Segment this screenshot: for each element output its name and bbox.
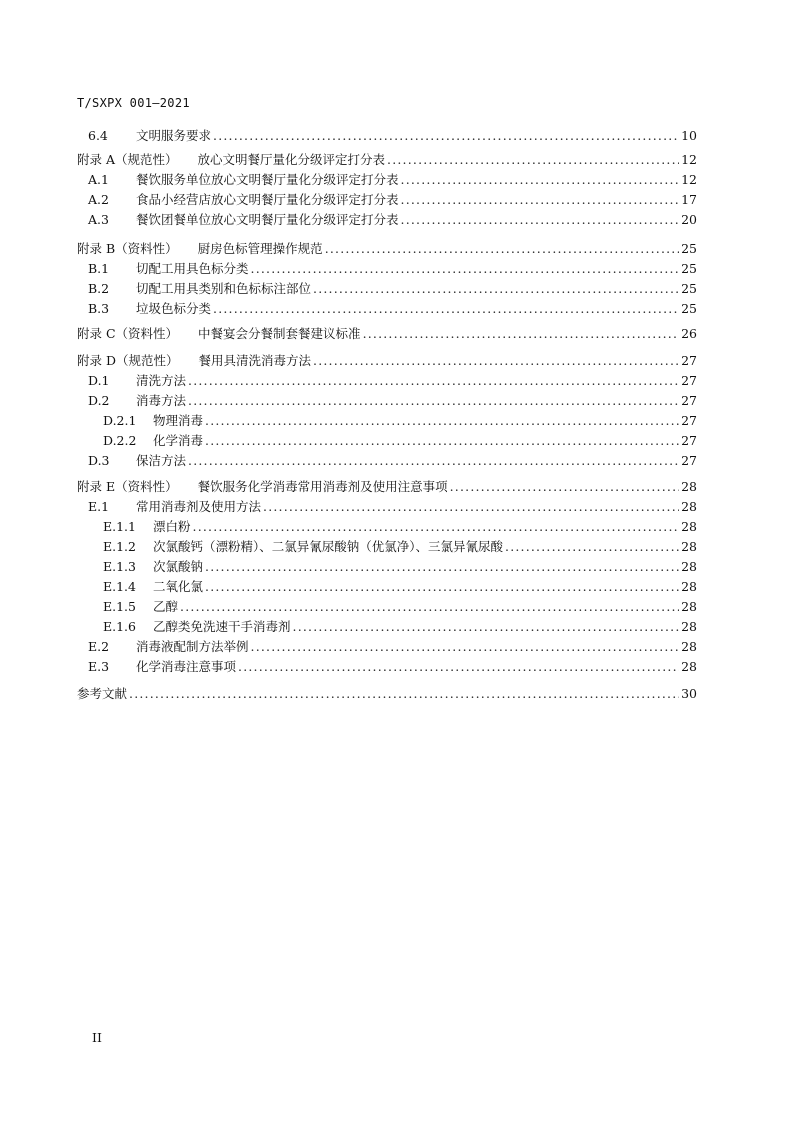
toc-entry[interactable] [77,352,697,370]
toc-entry-title: 切配工用具色标分类 [136,261,249,276]
toc-leader-dots [205,412,679,430]
toc-entry-page: 28 [681,519,697,534]
toc-entry-title: 次氯酸钙（漂粉精）、二氯异氰尿酸钠（优氯净）、三氯异氰尿酸 [153,539,504,554]
toc-entry-title: 化学消毒注意事项 [136,659,237,674]
toc-entry[interactable] [88,498,697,516]
toc-entry[interactable] [103,578,697,596]
toc-entry-page: 27 [681,433,697,448]
toc-leader-dots [263,498,679,516]
toc-entry[interactable] [88,171,697,189]
toc-leader-dots [313,280,679,298]
toc-entry-number: A.2 [88,192,109,207]
toc-entry-title: 漂白粉 [153,519,191,534]
toc-entry-page: 26 [681,326,697,341]
toc-leader-dots [188,392,679,410]
toc-entry-number: E.1.6 [103,619,136,634]
toc-entry-page: 27 [681,453,697,468]
toc-entry-page: 25 [681,301,697,316]
toc-entry[interactable] [88,127,697,145]
toc-entry-number: D.1 [88,373,110,388]
toc-entry-title: 食品小经营店放心文明餐厅量化分级评定打分表 [136,192,399,207]
toc-entry-number: 附录 E（资料性） [77,479,178,494]
toc-entry[interactable] [88,280,697,298]
toc-leader-dots [251,260,680,278]
toc-entry-number: E.2 [88,639,110,654]
toc-entry-page: 25 [681,281,697,296]
toc-entry-page: 27 [681,373,697,388]
toc-entry[interactable] [88,300,697,318]
toc-entry-number: 6.4 [88,128,108,143]
toc-leader-dots [180,598,679,616]
toc-entry-title: 二氧化氯 [153,579,204,594]
toc-entry-title: 消毒液配制方法举例 [136,639,249,654]
toc-entry-title: 参考文献 [77,686,128,701]
toc-entry-title: 清洗方法 [136,373,187,388]
toc-entry-page: 28 [681,639,697,654]
toc-entry-title: 中餐宴会分餐制套餐建议标准 [198,326,361,341]
toc-entry-title: 餐饮团餐单位放心文明餐厅量化分级评定打分表 [136,212,399,227]
toc-entry-page: 28 [681,619,697,634]
toc-leader-dots [205,578,679,596]
toc-entry-number: E.1.4 [103,579,136,594]
toc-entry-page: 28 [681,479,697,494]
toc-entry-number: 附录 C（资料性） [77,326,179,341]
toc-entry-title: 厨房色标管理操作规范 [197,241,323,256]
toc-leader-dots [293,618,680,636]
toc-entry[interactable] [77,151,697,169]
toc-entry-page: 27 [681,393,697,408]
toc-leader-dots [129,685,679,703]
toc-entry-number: 附录 B（资料性） [77,241,178,256]
toc-entry[interactable] [103,432,697,450]
document-code: T/SXPX 001—2021 [77,96,190,110]
toc-entry-page: 28 [681,579,697,594]
toc-leader-dots [313,352,679,370]
toc-entry-number: D.2.2 [103,433,137,448]
toc-entry[interactable] [77,325,697,343]
toc-entry-number: B.2 [88,281,110,296]
toc-entry-page: 30 [681,686,697,701]
toc-leader-dots [205,432,679,450]
toc-entry[interactable] [88,372,697,390]
toc-entry-title: 常用消毒剂及使用方法 [136,499,262,514]
toc-entry[interactable] [88,638,697,656]
toc-entry-title: 文明服务要求 [136,128,212,143]
toc-leader-dots [238,658,679,676]
toc-entry-number: D.2.1 [103,413,137,428]
toc-entry-page: 28 [681,499,697,514]
toc-entry-title: 切配工用具类别和色标标注部位 [136,281,312,296]
toc-entry-number: D.3 [88,453,110,468]
toc-entry[interactable] [88,191,697,209]
toc-entry-page: 20 [681,212,697,227]
toc-leader-dots [325,240,679,258]
toc-entry[interactable] [88,392,697,410]
toc-leader-dots [401,171,680,189]
toc-entry-number: B.1 [88,261,110,276]
toc-entry-page: 28 [681,659,697,674]
toc-leader-dots [193,518,680,536]
toc-leader-dots [205,558,679,576]
toc-entry-number: 附录 A（规范性） [77,152,178,167]
toc-entry-title: 消毒方法 [136,393,187,408]
toc-entry-page: 10 [681,128,697,143]
toc-entry-page: 28 [681,599,697,614]
toc-entry-title: 餐饮服务化学消毒常用消毒剂及使用注意事项 [197,479,448,494]
toc-entry[interactable] [103,558,697,576]
toc-entry-number: E.3 [88,659,110,674]
toc-entry[interactable] [103,412,697,430]
toc-entry-title: 次氯酸钠 [153,559,204,574]
toc-leader-dots [401,211,680,229]
toc-leader-dots [188,452,679,470]
toc-entry[interactable] [103,618,697,636]
toc-entry-number: B.3 [88,301,110,316]
toc-entry-title: 乙醇类免洗速干手消毒剂 [153,619,291,634]
toc-entry[interactable] [77,240,697,258]
toc-entry[interactable] [88,260,697,278]
toc-entry-title: 垃圾色标分类 [136,301,212,316]
toc-entry-title: 餐饮服务单位放心文明餐厅量化分级评定打分表 [136,172,399,187]
toc-entry-page: 12 [681,172,697,187]
toc-entry[interactable] [88,211,697,229]
toc-leader-dots [251,638,680,656]
toc-leader-dots [450,478,679,496]
toc-leader-dots [387,151,679,169]
toc-entry-number: A.3 [88,212,109,227]
toc-entry-number: E.1 [88,499,110,514]
toc-entry-page: 28 [681,559,697,574]
toc-entry-title: 化学消毒 [153,433,204,448]
toc-entry[interactable] [103,598,697,616]
toc-entry-page: 28 [681,539,697,554]
toc-entry[interactable] [103,518,697,536]
toc-entry-number: E.1.1 [103,519,136,534]
toc-entry-number: E.1.2 [103,539,136,554]
toc-entry-title: 餐用具清洗消毒方法 [198,353,312,368]
toc-entry-title: 保洁方法 [136,453,187,468]
toc-entry-page: 17 [681,192,697,207]
toc-leader-dots [213,300,679,318]
toc-entry[interactable] [88,658,697,676]
toc-entry-page: 27 [681,353,697,368]
page-number-roman: II [92,1030,102,1045]
toc-leader-dots [401,191,680,209]
toc-entry-title: 物理消毒 [153,413,204,428]
toc-entry[interactable] [103,538,697,556]
toc-entry-number: D.2 [88,393,110,408]
toc-entry-number: E.1.5 [103,599,136,614]
toc-entry[interactable] [88,452,697,470]
toc-entry-page: 27 [681,413,697,428]
toc-entry-page: 25 [681,261,697,276]
toc-entry-title: 放心文明餐厅量化分级评定打分表 [197,152,386,167]
toc-entry-title: 乙醇 [153,599,179,614]
toc-entry-page: 12 [681,152,697,167]
toc-leader-dots [505,538,679,556]
toc-leader-dots [363,325,680,343]
toc-entry-number: 附录 D（规范性） [77,353,179,368]
toc-entry-number: E.1.3 [103,559,136,574]
toc-entry-number: A.1 [88,172,109,187]
toc-entry[interactable] [77,478,697,496]
toc-leader-dots [188,372,679,390]
toc-entry-page: 25 [681,241,697,256]
toc-entry[interactable] [77,685,697,703]
toc-leader-dots [213,127,679,145]
